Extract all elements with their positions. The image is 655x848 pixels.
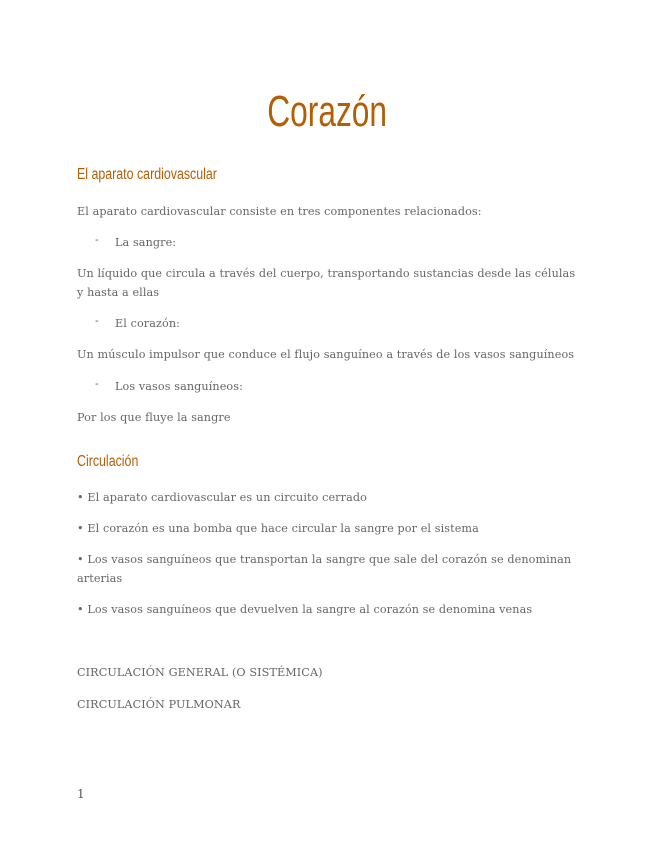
- document-title: [0, 84, 655, 140]
- list-item-label: El corazón:: [115, 317, 181, 330]
- bullet-item: • El corazón es una bomba que hace circular la sangre por el sistema: [77, 522, 479, 535]
- section-heading-cardiovascular: El aparato cardiovascular: [77, 166, 217, 183]
- title-text: Corazón: [267, 87, 388, 136]
- list-item-label: La sangre:: [115, 236, 177, 249]
- page-number: 1: [77, 787, 85, 801]
- subtopic-pulmonar: CIRCULACIÓN PULMONAR: [77, 698, 241, 711]
- list-marker: -: [95, 377, 99, 390]
- intro-paragraph: El aparato cardiovascular consiste en tres componentes relacionados:: [77, 205, 482, 218]
- bullet-item: • El aparato cardiovascular es un circuito cerrado: [77, 491, 367, 504]
- list-item-label: Los vasos sanguíneos:: [115, 380, 243, 393]
- bullet-item: • Los vasos sanguíneos que transportan la sangre que sale del corazón se denominan arterias: [77, 553, 572, 585]
- list-item-description: Un líquido que circula a través del cuerpo, transportando sustancias desde las células y hasta a ellas: [77, 267, 576, 299]
- list-item-description: Por los que fluye la sangre: [77, 411, 231, 424]
- list-marker: -: [95, 233, 99, 246]
- list-item-description: Un músculo impulsor que conduce el flujo sanguíneo a través de los vasos sanguíneos: [77, 348, 575, 361]
- section-heading-circulacion: Circulación: [77, 453, 139, 470]
- bullet-item: • Los vasos sanguíneos que devuelven la sangre al corazón se denomina venas: [77, 603, 533, 616]
- subtopic-general: CIRCULACIÓN GENERAL (O SISTÉMICA): [77, 666, 323, 679]
- list-marker: -: [95, 314, 99, 327]
